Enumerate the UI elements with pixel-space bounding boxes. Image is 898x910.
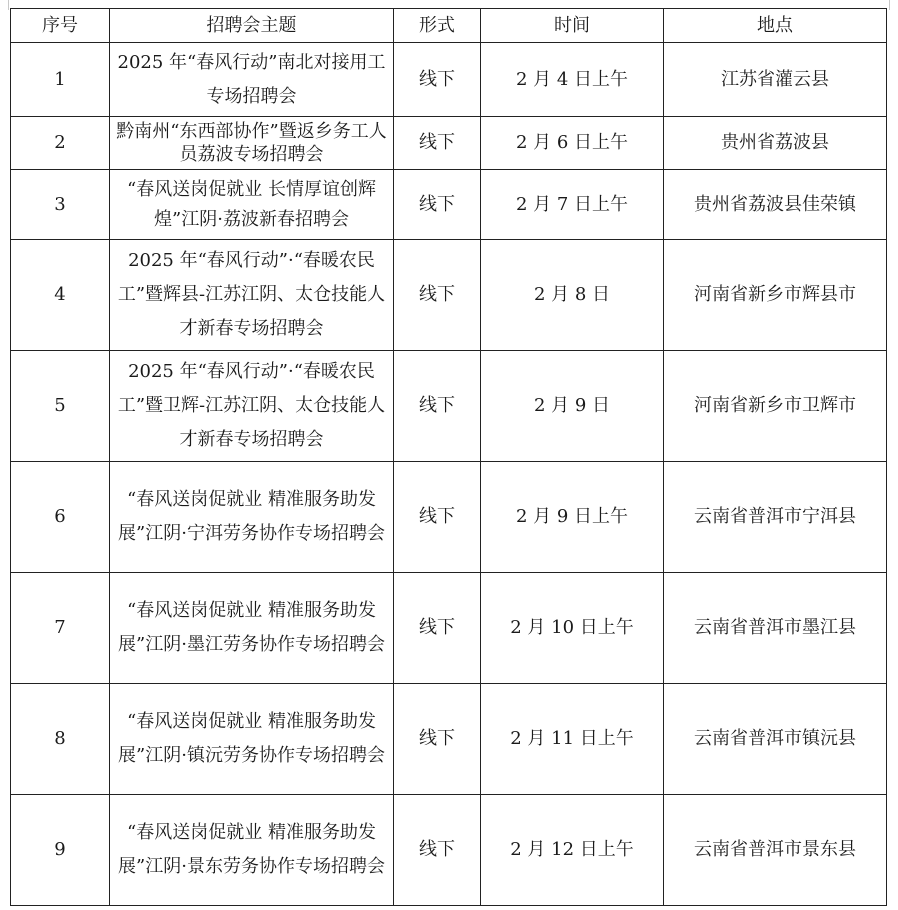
table-row — [11, 117, 887, 170]
cell-topic: “春风送岗促就业 精准服务助发展”江阴·镇沅劳务协作专场招聘会 — [110, 684, 394, 795]
cell-no: 7 — [11, 573, 110, 684]
table-row — [11, 795, 887, 906]
cell-format: 线下 — [394, 795, 481, 906]
cell-place: 河南省新乡市卫辉市 — [664, 351, 887, 462]
cell-place: 江苏省灌云县 — [664, 43, 887, 117]
cell-topic: “春风送岗促就业 精准服务助发展”江阴·宁洱劳务协作专场招聘会 — [110, 462, 394, 573]
cell-no: 8 — [11, 684, 110, 795]
cell-place: 云南省普洱市镇沅县 — [664, 684, 887, 795]
cell-place: 贵州省荔波县 — [664, 117, 887, 170]
table-row — [11, 462, 887, 573]
cell-no: 9 — [11, 795, 110, 906]
cell-format: 线下 — [394, 170, 481, 240]
cell-topic: 2025 年“春风行动”·“春暖农民工”暨辉县-江苏江阴、太仓技能人才新春专场招聘会 — [110, 240, 394, 351]
cell-time: 2 月 6 日上午 — [481, 117, 664, 170]
cell-no: 1 — [11, 43, 110, 117]
cell-topic: “春风送岗促就业 精准服务助发展”江阴·景东劳务协作专场招聘会 — [110, 795, 394, 906]
table-row — [11, 170, 887, 240]
cell-format: 线下 — [394, 117, 481, 170]
header-place: 地点 — [664, 9, 887, 43]
table-row — [11, 573, 887, 684]
cell-time: 2 月 9 日上午 — [481, 462, 664, 573]
cell-no: 5 — [11, 351, 110, 462]
cell-place: 云南省普洱市景东县 — [664, 795, 887, 906]
cell-format: 线下 — [394, 240, 481, 351]
cell-time: 2 月 9 日 — [481, 351, 664, 462]
cell-topic: “春风送岗促就业 精准服务助发展”江阴·墨江劳务协作专场招聘会 — [110, 573, 394, 684]
job-fair-schedule-table — [10, 8, 887, 906]
cell-time: 2 月 11 日上午 — [481, 684, 664, 795]
cell-format: 线下 — [394, 43, 481, 117]
table-row — [11, 684, 887, 795]
cell-topic: 2025 年“春风行动”南北对接用工专场招聘会 — [110, 43, 394, 117]
cell-place: 河南省新乡市辉县市 — [664, 240, 887, 351]
cell-no: 6 — [11, 462, 110, 573]
cell-time: 2 月 7 日上午 — [481, 170, 664, 240]
cell-no: 4 — [11, 240, 110, 351]
cell-format: 线下 — [394, 684, 481, 795]
page-corner-mark-left — [8, 0, 9, 10]
cell-time: 2 月 12 日上午 — [481, 795, 664, 906]
cell-no: 2 — [11, 117, 110, 170]
table-row — [11, 351, 887, 462]
table-header-row — [11, 9, 887, 43]
header-topic: 招聘会主题 — [110, 9, 394, 43]
table-row — [11, 43, 887, 117]
table-row — [11, 240, 887, 351]
cell-topic: “春风送岗促就业 长情厚谊创辉煌”江阴·荔波新春招聘会 — [110, 170, 394, 240]
cell-topic: 黔南州“东西部协作”暨返乡务工人员荔波专场招聘会 — [110, 117, 394, 170]
header-no: 序号 — [11, 9, 110, 43]
cell-place: 贵州省荔波县佳荣镇 — [664, 170, 887, 240]
header-format: 形式 — [394, 9, 481, 43]
cell-place: 云南省普洱市宁洱县 — [664, 462, 887, 573]
cell-time: 2 月 8 日 — [481, 240, 664, 351]
header-time: 时间 — [481, 9, 664, 43]
cell-format: 线下 — [394, 462, 481, 573]
cell-place: 云南省普洱市墨江县 — [664, 573, 887, 684]
cell-time: 2 月 10 日上午 — [481, 573, 664, 684]
cell-topic: 2025 年“春风行动”·“春暖农民工”暨卫辉-江苏江阴、太仓技能人才新春专场招聘会 — [110, 351, 394, 462]
cell-format: 线下 — [394, 351, 481, 462]
cell-format: 线下 — [394, 573, 481, 684]
page-corner-mark-right — [889, 0, 890, 10]
cell-no: 3 — [11, 170, 110, 240]
cell-time: 2 月 4 日上午 — [481, 43, 664, 117]
